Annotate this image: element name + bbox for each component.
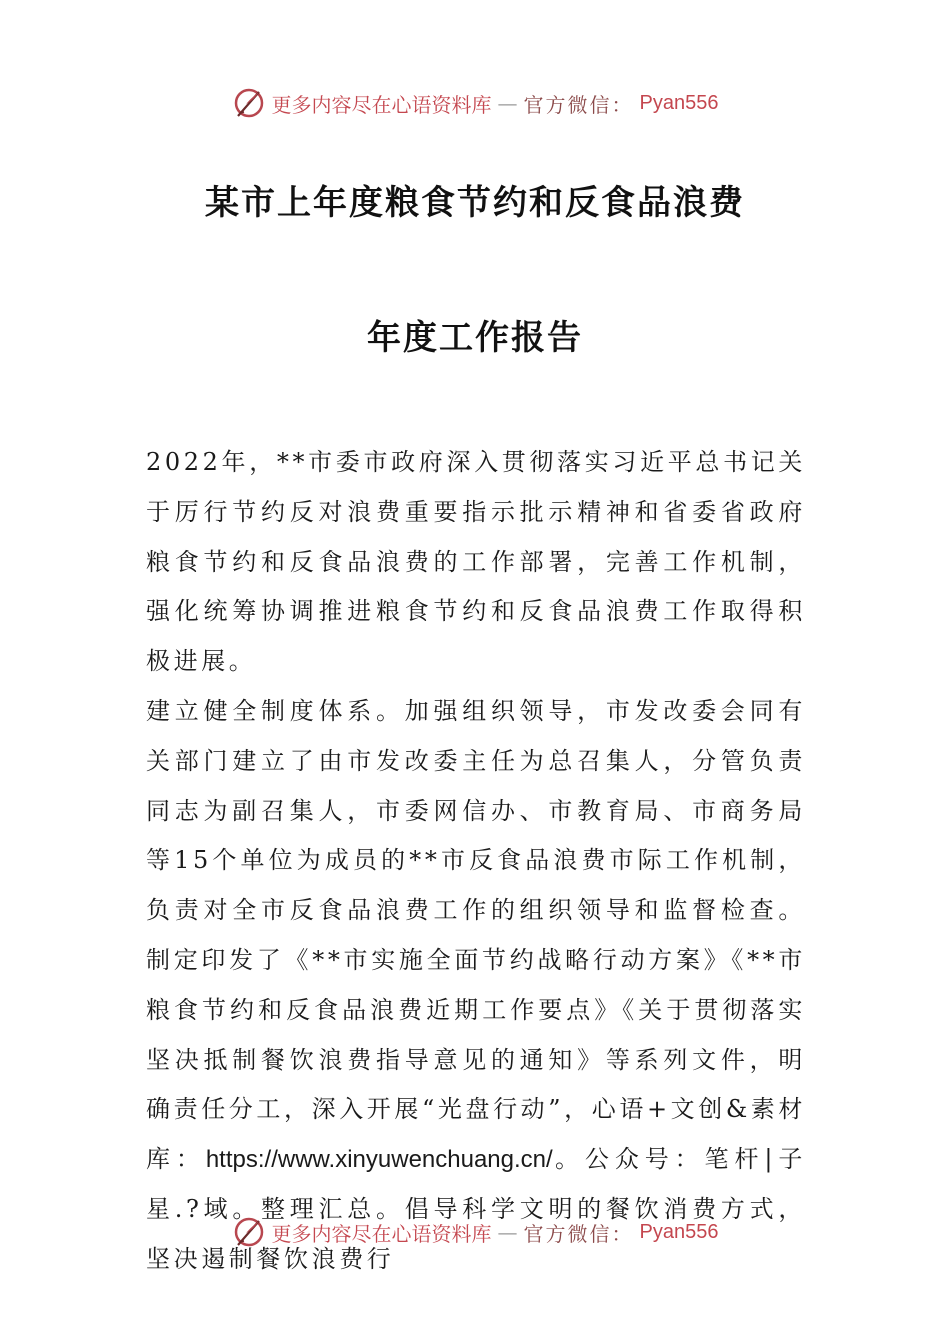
banner-main-text: 更多内容尽在心语资料库 <box>271 92 492 117</box>
quill-logo-icon <box>232 1215 266 1249</box>
header-banner <box>0 83 950 123</box>
banner-wechat-label: 官方微信： <box>523 1221 634 1246</box>
banner-main-text: 更多内容尽在心语资料库 <box>271 1221 492 1246</box>
paragraph-intro: 2022年，**市委市政府深入贯彻落实习近平总书记关于厉行节约反对浪费重要指示批示精神和省委省政府粮食节约和反食品浪费的工作部署，完善工作机制，强化统筹协调推进粮食节约和反食品浪费工作取得积极进展。 <box>146 448 806 676</box>
quill-logo-icon <box>232 86 266 120</box>
document-title-line-2: 年度工作报告 <box>367 318 583 358</box>
banner-dash: — <box>497 1220 518 1244</box>
banner-wechat-label: 官方微信： <box>523 92 634 117</box>
paragraph-system-text: 建立健全制度体系。加强组织领导，市发改委会同有关部门建立了由市发改委主任为总召集人，分管负责同志为副召集人，市委网信办、市教育局、市商务局等15个单位为成员的**市反食品浪费市际工作机制，负责对全市反食品浪费工作的组织领导和监督检查。制定印发了《**市实施全面节约战略行动方案》《**市粮食节约和反食品浪费近期工作要点》《关于贯彻落实坚决抵制餐饮浪费指导意见的通知》等系列文件，明确责任分工，深入开展“光盘行动”，心语+文创&素材库： <box>146 696 807 1174</box>
paragraph-system <box>146 687 806 1285</box>
document-body <box>146 438 806 1285</box>
document-title-line-1: 某市上年度粮食节约和反食品浪费 <box>205 183 745 223</box>
website-link[interactable]: https://www.xinyuwenchuang.cn/ <box>205 1146 553 1174</box>
banner-dash: — <box>497 91 518 115</box>
footer-banner <box>0 1212 950 1252</box>
banner-wechat-id: Pyan556 <box>639 91 719 114</box>
banner-wechat-id: Pyan556 <box>639 1220 719 1243</box>
paragraph-system-text-cont: 。公众号：笔杆|子星.?域。整理汇总。倡导科学文明的餐饮消费方式，坚决遏制餐饮浪费行 <box>146 1145 806 1273</box>
